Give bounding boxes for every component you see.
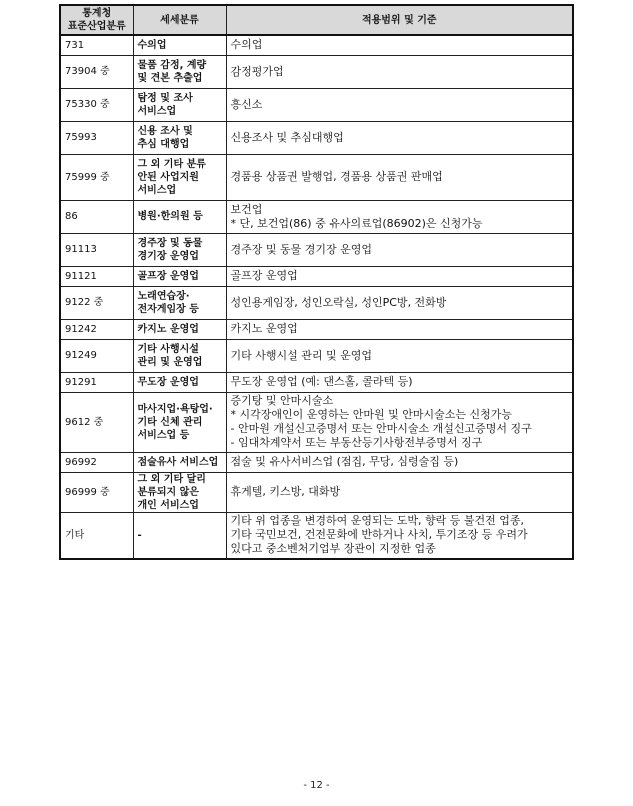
row-category bbox=[133, 121, 226, 154]
scope-line: - 임대차계약서 또는 부동산등기사항전부증명서 징구 bbox=[230, 436, 483, 449]
scope-line: 기타 위 업종을 변경하여 운영되는 도박, 향락 등 불건전 업종, bbox=[230, 514, 524, 528]
row-category bbox=[133, 266, 226, 286]
row-category bbox=[133, 392, 226, 452]
scope-line: 무도장 운영업 (예: 댄스홀, 콜라텍 등) bbox=[230, 375, 413, 388]
category-line: 기타 신체 관리 bbox=[137, 416, 203, 428]
row-category bbox=[133, 286, 226, 319]
scope-line: 신용조사 및 추심대행업 bbox=[230, 130, 344, 144]
table-row bbox=[60, 55, 573, 88]
scope-line: 경품용 상품권 발행업, 경품용 상품권 판매업 bbox=[230, 170, 443, 183]
row-category bbox=[133, 512, 226, 559]
row-scope bbox=[226, 88, 573, 121]
category-line: 물품 감정, 계량 bbox=[137, 59, 207, 71]
category-line: 점술유사 서비스업 bbox=[137, 456, 219, 468]
row-category bbox=[133, 233, 226, 266]
row-scope bbox=[226, 339, 573, 372]
scope-line: 경주장 및 동물 경기장 운영업 bbox=[230, 242, 372, 256]
table-row bbox=[60, 200, 573, 233]
category-line: 전자게임장 등 bbox=[137, 303, 199, 315]
row-scope bbox=[226, 200, 573, 233]
table-row bbox=[60, 372, 573, 392]
row-category bbox=[133, 319, 226, 339]
row-category bbox=[133, 88, 226, 121]
row-scope bbox=[226, 472, 573, 512]
row-scope bbox=[226, 319, 573, 339]
scope-line: 보건업 bbox=[230, 202, 263, 216]
row-category bbox=[133, 35, 226, 55]
scope-line: 수의업 bbox=[230, 38, 263, 52]
row-category bbox=[133, 55, 226, 88]
row-code: 9122 중 bbox=[60, 286, 133, 319]
category-line: 카지노 운영업 bbox=[137, 323, 199, 335]
row-code: 91291 bbox=[60, 372, 133, 392]
row-code: 75993 bbox=[60, 121, 133, 154]
row-category bbox=[133, 452, 226, 472]
scope-line: 휴게텔, 키스방, 대화방 bbox=[230, 485, 341, 498]
row-scope bbox=[226, 512, 573, 559]
row-code: 731 bbox=[60, 35, 133, 55]
row-scope bbox=[226, 55, 573, 88]
category-line: 서비스업 bbox=[137, 184, 177, 196]
row-code: 91249 bbox=[60, 339, 133, 372]
row-scope bbox=[226, 392, 573, 452]
row-category bbox=[133, 339, 226, 372]
table-row bbox=[60, 512, 573, 559]
row-category bbox=[133, 372, 226, 392]
table-row bbox=[60, 392, 573, 452]
table-row bbox=[60, 88, 573, 121]
scope-line: * 시각장애인이 운영하는 안마원 및 안마시술소는 신청가능 bbox=[230, 408, 513, 421]
row-scope bbox=[226, 35, 573, 55]
category-line: 신용 조사 및 bbox=[137, 125, 193, 137]
row-scope bbox=[226, 372, 573, 392]
category-line: 개인 서비스업 bbox=[137, 499, 199, 511]
category-line: 그 외 기타 달리 bbox=[137, 473, 206, 485]
header-scope: 적용범위 및 기준 bbox=[226, 5, 573, 35]
category-line: 서비스업 bbox=[137, 105, 177, 117]
scope-line: - 안마원 개설신고증명서 또는 안마시술소 개설신고증명서 징구 bbox=[230, 422, 532, 435]
scope-line: 있다고 중소벤처기업부 장관이 지정한 업종 bbox=[230, 542, 436, 556]
category-line: 안된 사업지원 bbox=[137, 171, 199, 183]
row-code: 75330 중 bbox=[60, 88, 133, 121]
row-code: 기타 bbox=[60, 512, 133, 559]
table-row bbox=[60, 233, 573, 266]
scope-line: 골프장 운영업 bbox=[230, 269, 298, 282]
scope-line: 기타 사행시설 관리 및 운영업 bbox=[230, 348, 372, 362]
scope-line: * 단, 보건업(86) 중 유사의료업(86902)은 신청가능 bbox=[230, 216, 483, 230]
row-code: 9612 중 bbox=[60, 392, 133, 452]
table-row bbox=[60, 472, 573, 512]
category-line: 추심 대행업 bbox=[137, 138, 190, 150]
row-code: 75999 중 bbox=[60, 154, 133, 200]
table-body bbox=[60, 35, 573, 559]
row-scope bbox=[226, 121, 573, 154]
row-category bbox=[133, 200, 226, 233]
scope-line: 기타 국민보건, 건전문화에 반하거나 사치, 투기조장 등 우려가 bbox=[230, 528, 528, 542]
page-number: - 12 - bbox=[303, 780, 330, 791]
row-scope bbox=[226, 286, 573, 319]
table-row bbox=[60, 121, 573, 154]
table-row bbox=[60, 319, 573, 339]
category-line: 기타 사행시설 bbox=[137, 343, 199, 355]
table-row bbox=[60, 286, 573, 319]
row-scope bbox=[226, 452, 573, 472]
row-code: 91121 bbox=[60, 266, 133, 286]
row-scope bbox=[226, 154, 573, 200]
category-line: 경주장 및 동물 bbox=[137, 237, 203, 249]
header-category: 세세분류 bbox=[133, 5, 226, 35]
table-row bbox=[60, 339, 573, 372]
category-line: - bbox=[137, 529, 142, 541]
header-code-line2: 표준산업분류 bbox=[67, 21, 126, 32]
category-line: 마사지업·욕탕업· bbox=[137, 403, 213, 415]
scope-line: 점술 및 유사서비스업 (점집, 무당, 심령술집 등) bbox=[230, 455, 459, 468]
category-line: 경기장 운영업 bbox=[137, 250, 199, 262]
category-line: 그 외 기타 분류 bbox=[137, 158, 206, 170]
scope-line: 카지노 운영업 bbox=[230, 322, 298, 335]
category-line: 서비스업 등 bbox=[137, 429, 190, 441]
scope-line: 감정평가업 bbox=[230, 64, 284, 78]
row-code: 91242 bbox=[60, 319, 133, 339]
table-row bbox=[60, 266, 573, 286]
scope-line: 증기탕 및 안마시술소 bbox=[230, 394, 334, 407]
table-row bbox=[60, 154, 573, 200]
category-line: 관리 및 운영업 bbox=[137, 356, 203, 368]
row-code: 96992 bbox=[60, 452, 133, 472]
row-code: 73904 중 bbox=[60, 55, 133, 88]
table-row bbox=[60, 452, 573, 472]
category-line: 무도장 운영업 bbox=[137, 376, 199, 388]
category-line: 분류되지 않은 bbox=[137, 486, 199, 498]
category-line: 골프장 운영업 bbox=[137, 270, 199, 282]
category-line: 병원·한의원 등 bbox=[137, 211, 203, 222]
row-code: 91113 bbox=[60, 233, 133, 266]
category-line: 수의업 bbox=[137, 39, 167, 51]
table-header-row bbox=[60, 5, 573, 35]
header-code-line1: 통계청 bbox=[82, 8, 112, 19]
category-line: 탐정 및 조사 bbox=[137, 92, 193, 104]
header-code bbox=[60, 5, 133, 35]
scope-line: 성인용게임장, 성인오락실, 성인PC방, 전화방 bbox=[230, 295, 447, 309]
row-code: 86 bbox=[60, 200, 133, 233]
row-code: 96999 중 bbox=[60, 472, 133, 512]
row-scope bbox=[226, 233, 573, 266]
row-scope bbox=[226, 266, 573, 286]
scope-line: 흥신소 bbox=[230, 97, 263, 111]
row-category bbox=[133, 472, 226, 512]
category-line: 및 견본 추출업 bbox=[137, 72, 203, 84]
category-line: 노래연습장· bbox=[137, 290, 190, 302]
row-category bbox=[133, 154, 226, 200]
industry-table bbox=[59, 4, 574, 560]
table-row bbox=[60, 35, 573, 55]
